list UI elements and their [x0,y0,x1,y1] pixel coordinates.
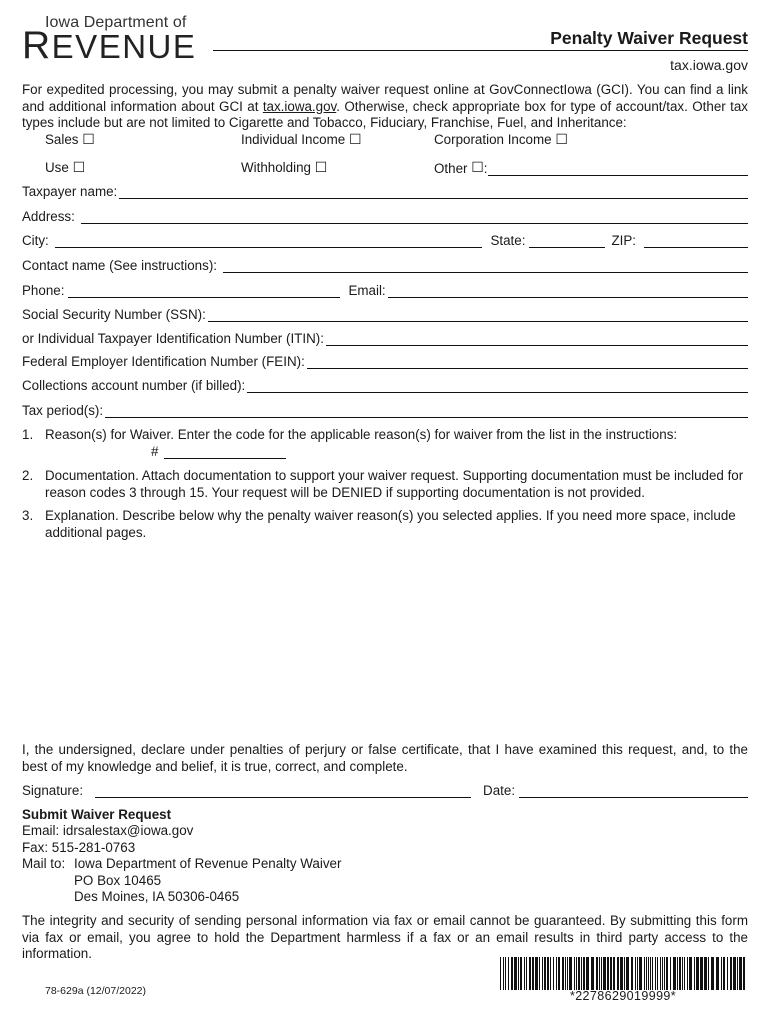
barcode-bar [650,957,651,990]
tax-period-field [22,403,748,418]
item-text: Explanation. Describe below why the penalty waiver reason(s) you selected applies. If you need more space, include additional pages. [45,508,736,540]
city-label: City: [22,233,49,248]
logo-rest: EVENUE [51,28,197,65]
taxpayer-name-input[interactable] [119,186,748,199]
itin-label: or Individual Taxpayer Identification Number (ITIN): [22,331,324,346]
barcode-bar [644,957,645,990]
checkbox-individual-income[interactable] [241,131,362,148]
submit-mail [22,856,341,872]
barcode [500,957,746,990]
barcode-bar [520,957,522,990]
signature-date-row [22,783,748,798]
other-input[interactable] [488,163,748,176]
barcode-bar [503,957,504,990]
collections-field [22,378,748,393]
logo-top-text: Iowa Department of [45,14,187,31]
explanation-area[interactable] [45,548,745,728]
checkbox-icon[interactable]: ☐ [72,159,86,175]
barcode-bar [569,957,572,990]
ssn-field [22,307,748,322]
barcode-bar [596,957,598,990]
item-number: 1. [22,427,34,442]
label-other: Other [434,161,468,176]
barcode-bar [743,957,745,990]
intro-paragraph [22,82,748,132]
checkbox-withholding[interactable] [241,159,327,176]
email-input[interactable] [388,285,748,298]
contact-name-label: Contact name (See instructions): [22,258,217,273]
barcode-bar [704,957,707,990]
barcode-bar [567,957,568,990]
barcode-bar [624,957,625,990]
signature-label: Signature: [22,783,84,798]
barcode-bar [591,957,594,990]
intro-text-1: For expedited processing, you may submit a penalty waiver request online at GovConnectIowa (GCI). You can find a link and additional information about GCI at [22,82,748,114]
submit-block [22,807,341,905]
state-label: State: [490,233,526,248]
tax-period-label: Tax period(s): [22,403,104,418]
mail-line2: PO Box 10465 [74,872,162,888]
barcode-bar [694,957,695,990]
barcode-bar [639,957,642,990]
barcode-bar [727,957,728,990]
itin-field [22,331,748,346]
fein-input[interactable] [307,356,748,369]
barcode-bar [565,957,566,990]
city-state-zip-row [22,233,748,248]
barcode-bar [664,957,665,990]
checkbox-corporation-income[interactable] [434,131,568,148]
barcode-bar [689,957,692,990]
barcode-bar [696,957,699,990]
submit-heading: Submit Waiver Request [22,807,172,822]
label-corporation-income: Corporation Income [434,132,552,147]
item-number: 2. [22,468,34,483]
item-documentation [22,468,748,501]
checkbox-icon[interactable]: ☐ [314,159,328,175]
ssn-input[interactable] [208,309,748,322]
collections-label: Collections account number (if billed): [22,378,246,393]
zip-input[interactable] [644,235,748,248]
form-number: 78-629a (12/07/2022) [45,985,146,997]
date-label: Date: [483,783,516,798]
checkbox-sales[interactable] [45,131,95,148]
barcode-bar [679,957,681,990]
barcode-bar [631,957,633,990]
barcode-bar [617,957,619,990]
phone-email-row [22,283,748,298]
barcode-bar [556,957,557,990]
taxpayer-name-label: Taxpayer name: [22,184,118,199]
intro-text-2: . Otherwise, check appropriate box for type of account/tax. Other tax types include but are not limited to Cigarette and Tobacco, Fiduciary, Franchise, Fuel, and Inheritance: [22,98,748,131]
barcode-bar [539,957,540,990]
barcode-bar [518,957,519,990]
page-title: Penalty Waiver Request [550,28,748,48]
barcode-bar [586,957,589,990]
collections-input[interactable] [247,380,748,393]
barcode-bar [637,957,638,990]
phone-input[interactable] [68,285,340,298]
label-individual-income: Individual Income [241,132,346,147]
submit-fax: Fax: 515-281-0763 [22,839,136,855]
tax-period-input[interactable] [105,405,748,418]
barcode-bar [716,957,719,990]
checkbox-use[interactable] [45,159,85,176]
barcode-bar [505,957,506,990]
barcode-bar [576,957,577,990]
item-text: Documentation. Attach documentation to support your waiver request. Supporting documentation must be included for reason codes 3 through 15. Your request will be DENIED if supporting documentation is not provided. [45,468,744,500]
barcode-bar [646,957,647,990]
privacy-notice: The integrity and security of sending personal information via fax or email cannot be guaranteed. By submitting this form via fax or email, you agree to hold the Department harmless if a fax or an email results in third party access to the information. [22,913,748,962]
barcode-bar [550,957,551,990]
logo-initial: R [22,24,52,67]
barcode-bar [542,957,543,990]
address-label: Address: [22,209,75,224]
barcode-bar [730,957,732,990]
barcode-bar [711,957,714,990]
barcode-bar [511,957,513,990]
item-text: Reason(s) for Waiver. Enter the code for the applicable reason(s) for waiver from the list in the instructions: [45,427,678,442]
reason-code-field [151,444,286,459]
barcode-bar [682,957,683,990]
barcode-bar [583,957,585,990]
declaration: I, the undersigned, declare under penalties of perjury or false certificate, that I have examined this request, and, to the best of my knowledge and belief, it is true, correct, and complete. [22,742,748,774]
item-number: 3. [22,508,34,523]
barcode-bar [508,957,509,990]
barcode-text: *2278629019999* [569,989,677,1003]
barcode-bar [626,957,629,990]
contact-name-field [22,258,748,273]
taxpayer-name-field [22,184,748,199]
checkbox-icon[interactable]: ☐ [471,159,484,175]
ssn-label: Social Security Number (SSN): [22,307,206,322]
barcode-bar [708,957,709,990]
barcode-bar [648,957,649,990]
checkbox-icon[interactable]: ☐ [82,131,95,147]
barcode-bar [673,957,676,990]
hash-label: # [151,444,159,459]
fein-label: Federal Employer Identification Number (FEIN): [22,354,305,369]
label-withholding: Withholding [241,160,311,175]
barcode-bar [532,957,534,990]
barcode-bar [514,957,517,990]
barcode-bar [581,957,582,990]
state-input[interactable] [529,235,605,248]
checkbox-icon[interactable]: ☐ [348,131,362,147]
barcode-bar [684,957,685,990]
barcode-bar [687,957,688,990]
barcode-bar [607,957,609,990]
city-input[interactable] [55,235,483,248]
phone-label: Phone: [22,283,65,298]
barcode-bar [558,957,560,990]
barcode-bar [529,957,531,990]
signature-input[interactable] [95,785,471,798]
barcode-bar [553,957,554,990]
address-input[interactable] [81,211,748,224]
label-use: Use [45,160,69,175]
item-explanation [22,508,748,541]
barcode-bar [599,957,600,990]
barcode-bar [670,957,671,990]
website-text: tax.iowa.gov [670,57,748,73]
barcode-bar [610,957,612,990]
date-input[interactable] [519,785,748,798]
barcode-bar [657,957,658,990]
barcode-bar [655,957,656,990]
barcode-bar [666,957,668,990]
item-reasons [22,427,748,444]
barcode-bar [660,957,661,990]
title-rule [213,50,748,51]
email-label: Email: [348,283,386,298]
barcode-bar [721,957,722,990]
barcode-bar [613,957,615,990]
barcode-bar [535,957,538,990]
barcode-bar [723,957,725,990]
submit-email: Email: idrsalestax@iowa.gov [22,823,194,839]
barcode-bar [700,957,703,990]
barcode-bar [544,957,546,990]
address-field [22,209,748,224]
barcode-bar [677,957,678,990]
zip-label: ZIP: [611,233,636,248]
mail-label: Mail to: [22,856,66,872]
barcode-bar [578,957,580,990]
gci-link[interactable]: tax.iowa.gov [262,98,337,114]
barcode-bar [547,957,549,990]
other-colon: : [483,161,488,176]
fein-field [22,354,748,369]
checkbox-icon[interactable]: ☐ [555,131,568,147]
checkbox-other[interactable] [434,159,748,176]
itin-input[interactable] [326,333,748,346]
reason-code-input[interactable] [164,446,286,459]
barcode-bar [652,957,653,990]
logo-revenue [22,24,196,68]
barcode-bar [739,957,742,990]
mail-line1: Iowa Department of Revenue Penalty Waiver [74,856,342,872]
barcode-bar [662,957,663,990]
barcode-bar [603,957,606,990]
barcode-bar [562,957,564,990]
barcode-bar [733,957,736,990]
label-sales: Sales [45,132,79,147]
mail-line3: Des Moines, IA 50306-0465 [74,889,240,905]
barcode-bar [524,957,525,990]
barcode-bar [737,957,738,990]
barcode-bar [500,957,501,990]
barcode-bar [574,957,575,990]
barcode-bar [635,957,636,990]
contact-name-input[interactable] [223,260,748,273]
barcode-bar [620,957,623,990]
barcode-bar [601,957,602,990]
barcode-bar [526,957,527,990]
